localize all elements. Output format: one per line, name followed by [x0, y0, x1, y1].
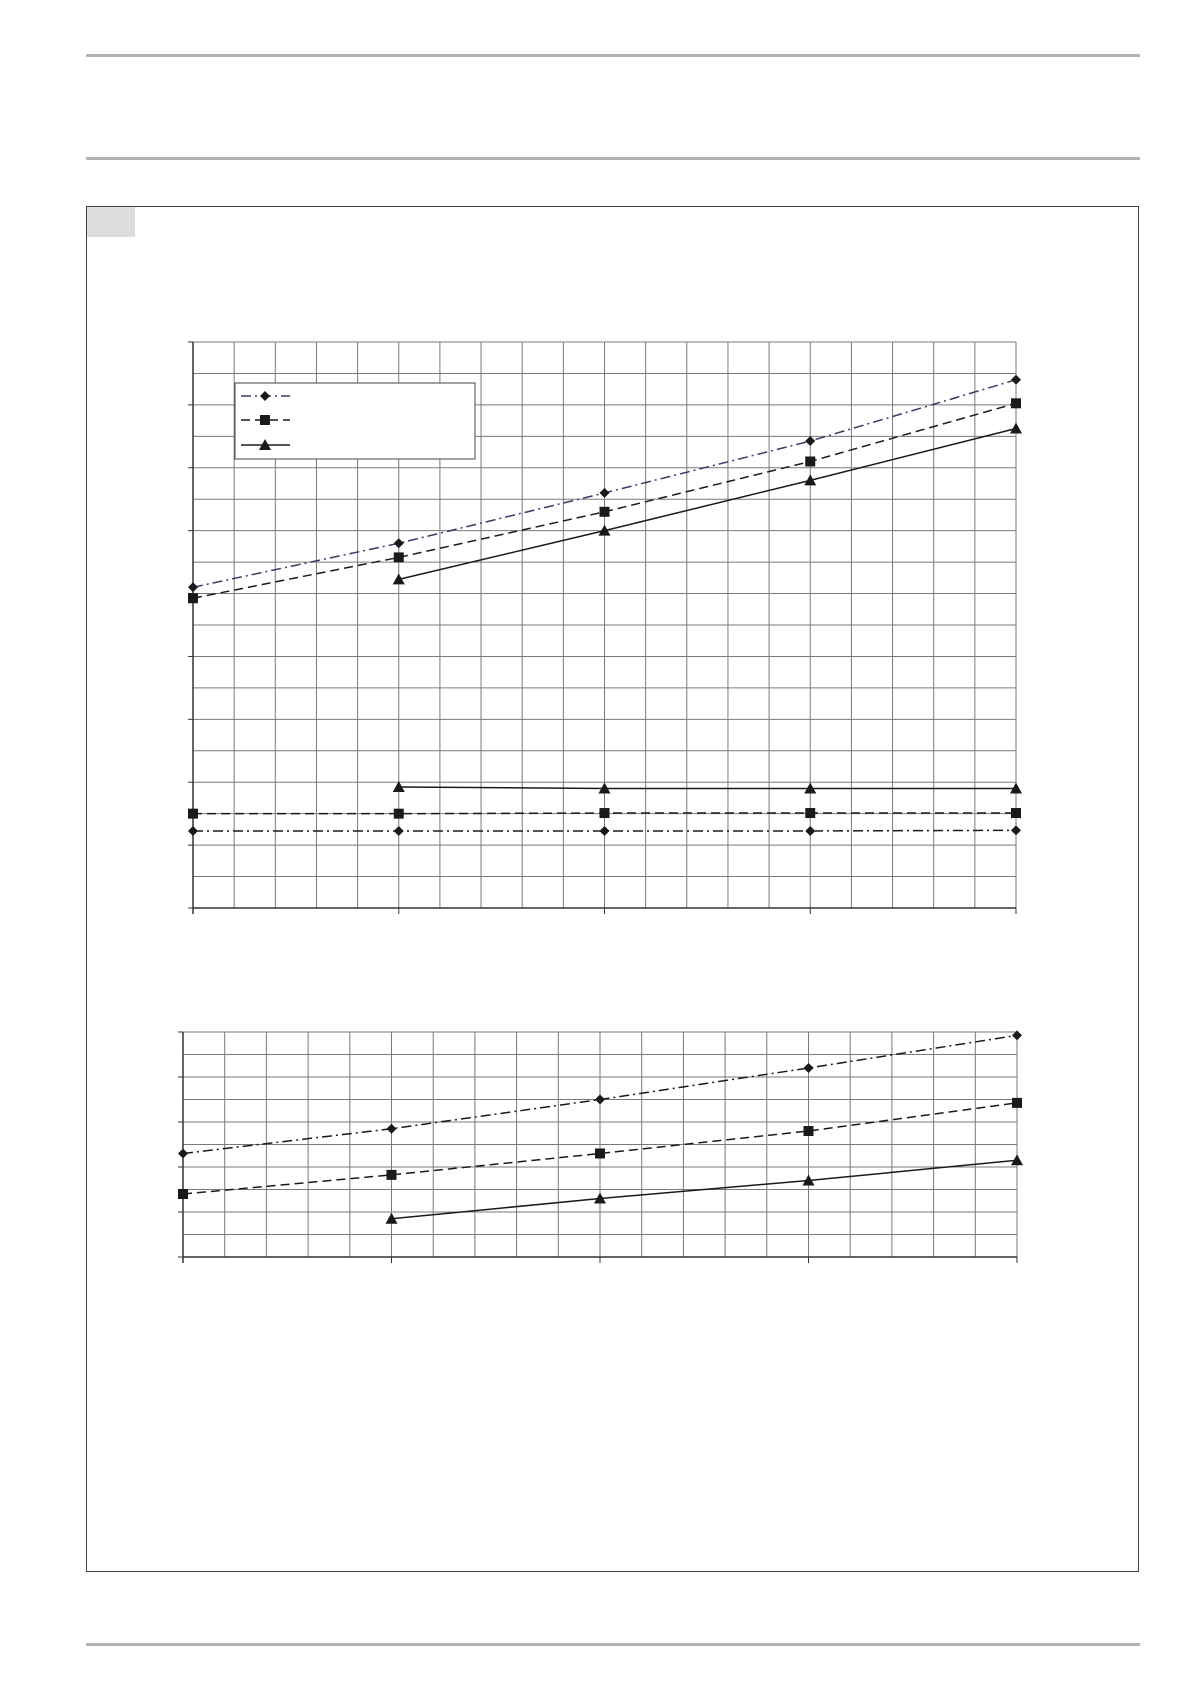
top-series-2-point-5 [1011, 398, 1021, 408]
bottom-series-1-point-4 [804, 1063, 814, 1073]
top-series-5-point-2 [394, 809, 404, 819]
bottom-series-2-point-2 [387, 1170, 397, 1180]
chart-top [188, 342, 1022, 914]
legend-box [235, 383, 475, 459]
top-series-2-point-4 [805, 456, 815, 466]
bottom-series-2-point-5 [1012, 1098, 1022, 1108]
top-series-1-point-3 [600, 488, 610, 498]
top-series-3-line [399, 428, 1016, 579]
top-series-5-point-1 [188, 809, 198, 819]
top-series-4-point-1 [188, 826, 198, 836]
top-series-1-point-2 [394, 538, 404, 548]
top-series-1-point-1 [188, 582, 198, 592]
top-series-4-point-4 [805, 826, 815, 836]
top-legend [235, 383, 475, 459]
top-series-5-point-5 [1011, 808, 1021, 818]
bottom-series-1-point-3 [595, 1095, 605, 1105]
top-series-2-point-3 [600, 507, 610, 517]
bottom-series-1-point-1 [178, 1149, 188, 1159]
top-series-4-point-3 [600, 826, 610, 836]
bottom-series-1-point-2 [387, 1124, 397, 1134]
bottom-series-3-point-4 [1011, 1154, 1023, 1165]
top-series-1-point-4 [805, 436, 815, 446]
top-series-4-point-5 [1011, 825, 1021, 835]
top-series-2-point-1 [188, 593, 198, 603]
top-series-5-point-3 [600, 808, 610, 818]
top-series-5-point-4 [805, 808, 815, 818]
bottom-series-2-point-4 [804, 1126, 814, 1136]
bottom-series-2-point-3 [595, 1149, 605, 1159]
top-series-6-line [399, 787, 1016, 789]
top-series-2-point-2 [394, 552, 404, 562]
chart-bottom [178, 1030, 1023, 1263]
legend-item-2-marker [260, 415, 270, 425]
bottom-series-2-point-1 [178, 1189, 188, 1199]
top-series-4-point-2 [394, 826, 404, 836]
top-series-3-point-4 [1010, 422, 1022, 433]
top-series-1-point-5 [1011, 375, 1021, 385]
